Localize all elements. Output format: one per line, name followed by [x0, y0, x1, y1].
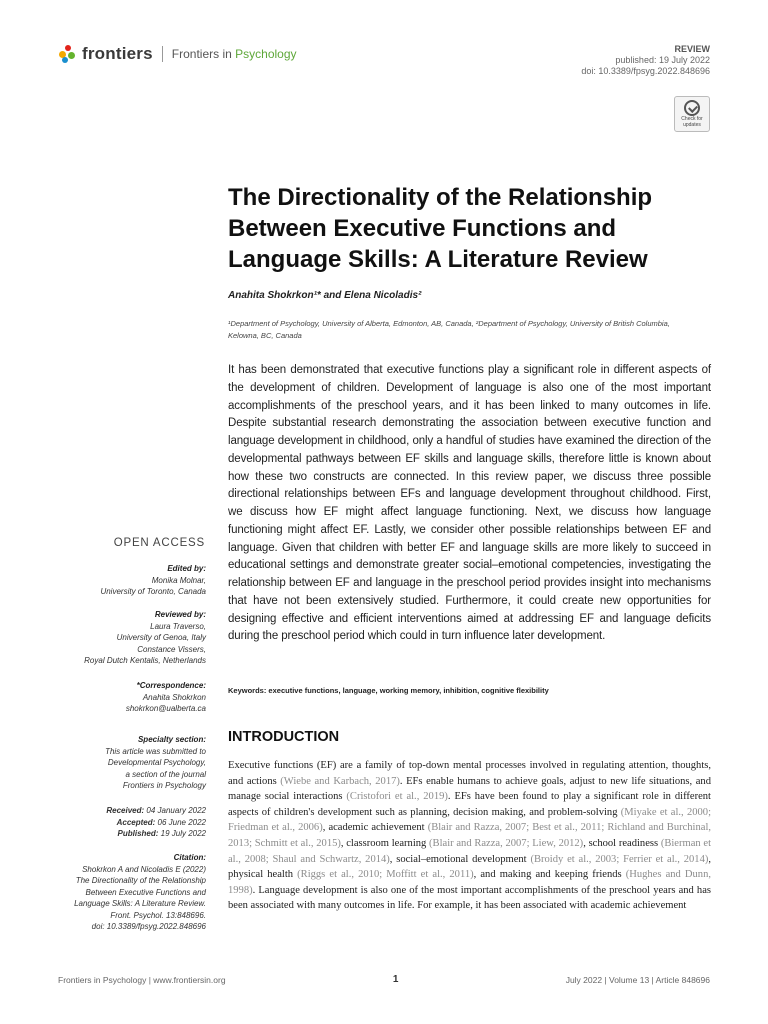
citation-link[interactable]: (Blair and Razza, 2007; Best et al., 2011; Richland and Burchinal, 2013; Schmitt et al., 2015) — [228, 822, 712, 849]
intro-text: , physical health — [228, 853, 711, 881]
correspondence-block — [126, 680, 206, 715]
intro-text: . Language development is also one of the most important accomplishments of the preschool years and has been associated with many outcomes in life. For example, it has been associated with academic achievement — [228, 884, 711, 912]
article-title: The Directionality of the Relationship Between Executive Functions and Language Skills: A Literature Review — [228, 184, 653, 273]
date-value: 19 July 2022 — [158, 829, 206, 838]
reviewer-name: Laura Traverso, — [150, 621, 206, 631]
citation-link[interactable]: (Broidy et al., 2003; Ferrier et al., 2014) — [530, 853, 709, 865]
correspondence-email[interactable]: shokrkon@ualberta.ca — [125, 704, 206, 713]
date-label: Received: — [106, 806, 145, 815]
date-value: 04 January 2022 — [144, 806, 206, 815]
citation-link[interactable]: (Cristofori et al., 2019) — [346, 791, 448, 803]
date-label: Accepted: — [116, 817, 156, 827]
specialty-line: Developmental Psychology, — [107, 758, 206, 767]
dates-block — [106, 805, 206, 840]
journal-title: Psychology — [235, 47, 297, 61]
check-updates-label: Check for updates — [681, 116, 703, 128]
keywords: Keywords: executive functions, language, working memory, inhibition, cognitive flexibility — [228, 686, 549, 695]
author-affiliations: ¹Department of Psychology, University of Alberta, Edmonton, AB, Canada, ²Department of Psychology, University of British Columbia, Kelowna, BC, Canada — [228, 319, 670, 340]
edited-by-block — [100, 563, 206, 598]
citation-line: Front. Psychol. 13:848696. — [110, 910, 206, 920]
editor-name: Monika Molnar, — [151, 575, 206, 585]
reviewer-name: Constance Vissers, — [137, 644, 206, 654]
logo-divider — [162, 46, 163, 62]
citation-line: Between Executive Functions and — [85, 887, 206, 897]
intro-text: , academic achievement — [322, 822, 428, 834]
footer-journal-link[interactable]: Frontiers in Psychology | www.frontiersin.org — [58, 974, 226, 985]
frontiers-logo[interactable] — [58, 44, 297, 64]
citation-heading: Citation: — [173, 853, 206, 862]
citation-line: Shokrkon A and Nicoladis E (2022) — [82, 864, 206, 874]
check-for-updates-button[interactable] — [674, 96, 710, 132]
citation-doi[interactable]: doi: 10.3389/fpsyg.2022.848696 — [91, 922, 206, 931]
article-type: REVIEW — [674, 44, 710, 54]
date-value: 06 June 2022 — [155, 817, 206, 827]
specialty-line: a section of the journal — [125, 769, 206, 779]
journal-name[interactable] — [172, 47, 297, 61]
correspondence-name: Anahita Shokrkon — [142, 692, 206, 702]
received-date — [106, 805, 206, 817]
page-number: 1 — [392, 974, 399, 985]
citation-link[interactable]: (Bierman et al., 2008; Shaul and Schwartz, 2014) — [228, 837, 712, 865]
reviewer-affiliation: University of Genoa, Italy — [116, 633, 206, 642]
specialty-line: Frontiers in Psychology — [122, 781, 206, 790]
citation-line: The Directionality of the Relationship — [75, 876, 206, 885]
article-doi[interactable]: doi: 10.3389/fpsyg.2022.848696 — [581, 66, 710, 76]
date-label: Published: — [117, 829, 159, 838]
introduction-paragraph — [228, 758, 711, 914]
reviewed-by-heading: Reviewed by: — [154, 610, 206, 619]
journal-prefix: Frontiers in — [171, 47, 232, 61]
citation-link[interactable]: (Hughes and Dunn, 1998) — [228, 869, 711, 896]
brand-name: frontiers — [82, 44, 153, 63]
reviewer-affiliation: Royal Dutch Kentalis, Netherlands — [84, 656, 206, 665]
intro-text: , and making and keeping friends — [473, 869, 626, 881]
citation-block — [74, 852, 206, 933]
intro-text: . EFs have been found to play a significant role in different aspects of children's development such as planning, decision making, and problem-solving — [228, 791, 711, 818]
section-heading-introduction: INTRODUCTION — [228, 729, 340, 745]
page-footer — [58, 974, 710, 985]
intro-text: . EFs enable humans to achieve goals, adjust to new life situations, and manage social interactions — [228, 775, 711, 803]
intro-text: , classroom learning — [340, 837, 430, 849]
article-meta — [581, 44, 710, 77]
intro-text: , social–emotional development — [389, 853, 531, 865]
citation-link[interactable]: (Miyake et al., 2000; Friedman et al., 2006) — [228, 806, 711, 834]
citation-link[interactable]: (Blair and Razza, 2007; Liew, 2012) — [429, 837, 584, 849]
editor-affiliation: University of Toronto, Canada — [100, 587, 206, 596]
specialty-line: This article was submitted to — [105, 746, 206, 756]
reviewed-by-block — [84, 609, 206, 667]
frontiers-logo-icon — [58, 44, 78, 64]
intro-text: , school readiness — [583, 837, 661, 849]
correspondence-heading: *Correspondence: — [136, 681, 206, 690]
footer-issue-info: July 2022 | Volume 13 | Article 848696 — [565, 974, 710, 985]
citation-link[interactable]: (Riggs et al., 2010; Moffitt et al., 2011) — [297, 869, 474, 881]
intro-text: Executive functions (EF) are a family of top-down mental processes involved in regulating attention, thoughts, and actions — [228, 760, 711, 787]
check-updates-icon — [684, 100, 700, 116]
citation-line: Language Skills: A Literature Review. — [74, 899, 206, 908]
edited-by-heading: Edited by: — [167, 564, 206, 573]
citation-link[interactable]: (Wiebe and Karbach, 2017) — [280, 775, 400, 787]
open-access-label: OPEN ACCESS — [113, 537, 205, 549]
accepted-date — [106, 817, 206, 829]
article-authors[interactable]: Anahita Shokrkon¹* and Elena Nicoladis² — [228, 290, 422, 301]
specialty-section-block — [105, 734, 206, 792]
abstract: It has been demonstrated that executive functions play a significant role in different aspects of the development of children. Development of language is also one of the most important accomplishments of the preschool years, and it has been linked to many outcomes in life. Despite substantial research demonstrating the association between executive function and language development in childhood, only a handful of studies have examined the direction of the developmental pathways between EF skills and language skills, therefore little is known about how these two constructs are connected. In this review paper, we discuss three possible directional relationships between EFs and language development throughout childhood. First, we discuss how EF might affect language functioning. Next, we discuss how language functioning might affect EF. Lastly, we consider other possible relationships between EF and language. Given that children with better EF and language skills are more likely to succeed in educational settings and demonstrate greater social–emotional competencies, investigating the relationship between EF and language in the preschool period provides insight into mechanisms that have not been extensively studied. Furthermore, it could create new opportunities for designing effective and efficient interventions aimed at addressing EF and language deficits during the preschool period which could in turn influence later development. — [228, 364, 711, 643]
published-date-side — [106, 828, 206, 840]
published-date: published: 19 July 2022 — [615, 55, 710, 65]
specialty-heading: Specialty section: — [137, 735, 206, 744]
